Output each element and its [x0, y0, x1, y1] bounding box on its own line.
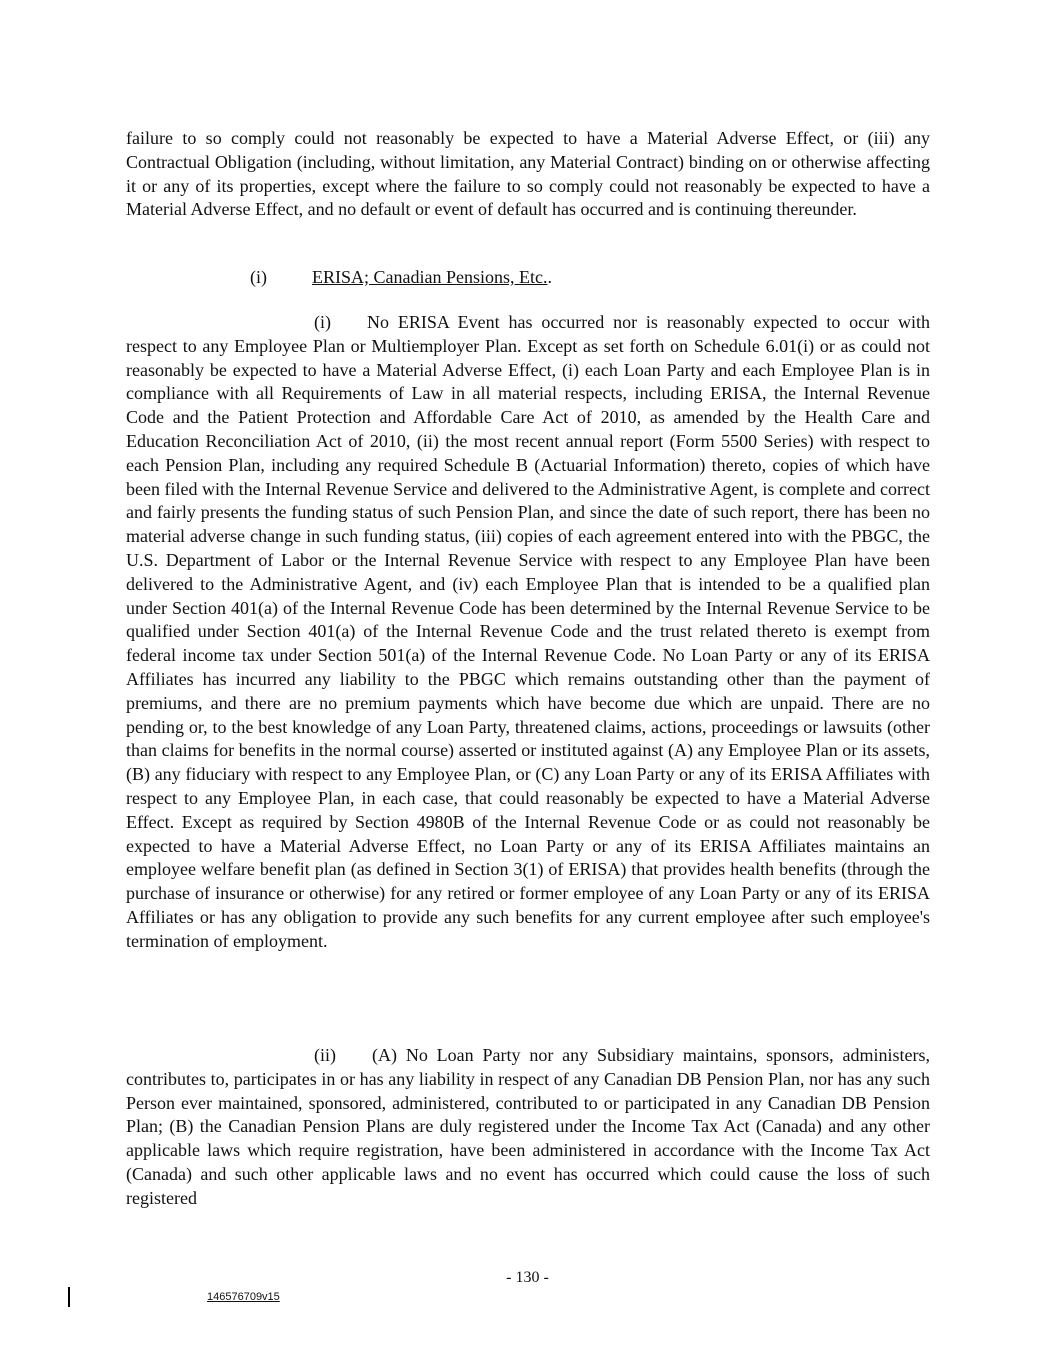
paragraph-i-text: No ERISA Event has occurred nor is reasonably expected to occur with respect to any Employee Plan or Multiemployer Plan. Except as set forth on Schedule 6.01(i) or as could not reasonably be expected to have a Material Adverse Effect, (i) each Loan Party and each Employee Plan is in compliance with all Requirements of Law in all material respects, including ERISA, the Internal Revenue Code and the Patient Protection and Affordable Care Act of 2010, as amended by the Health Care and Education Reconciliation Act of 2010, (ii) the most recent annual report (Form 5500 Series) with respect to each Pension Plan, including any required Schedule B (Actuarial Information) thereto, copies of which have been filed with the Internal Revenue Service and delivered to the Administrative Agent, is complete and correct and fairly presents the funding status of such Pension Plan, and since the date of such report, there has been no material adverse change in such funding status, (iii) copies of each agreement entered into with the PBGC, the U.S. Department of Labor or the Internal Revenue Service with respect to any Employee Plan have been delivered to the Administrative Agent, and (iv) each Employee Plan that is intended to be a qualified plan under Section 401(a) of the Internal Revenue Code has been determined by the Internal Revenue Service to be qualified under Section 401(a) of the Internal Revenue Code and the trust related thereto is exempt from federal income tax under Section 501(a) of the Internal Revenue Code. No Loan Party or any of its ERISA Affiliates has incurred any liability to the PBGC which remains outstanding other than the payment of premiums, and there are no premium payments which have become due which are unpaid. There are no pending or, to the best knowledge of any Loan Party, threatened claims, actions, proceedings or lawsuits (other than claims for benefits in the normal course) asserted or instituted against (A) any Employee Plan or its assets, (B) any fiduciary with respect to any Employee Plan, or (C) any Loan Party or any of its ERISA Affiliates with respect to any Employee Plan, in each case, that could reasonably be expected to have a Material Adverse Effect. Except as required by Section 4980B of the Internal Revenue Code or as could not reasonably be expected to have a Material Adverse Effect, no Loan Party or any of its ERISA Affiliates maintains an employee welfare benefit plan (as defined in Section 3(1) of ERISA) that provides health benefits (through the purchase of insurance or otherwise) for any retired or former employee of any Loan Party or any of its ERISA Affiliates or has any obligation to provide any such benefits for any current employee after such employee's termination of employment.	[126, 312, 930, 951]
paragraph-ii	[126, 1044, 930, 1211]
section-title: ERISA; Canadian Pensions, Etc.	[312, 267, 548, 287]
revision-bar	[68, 1287, 70, 1307]
page-number: - 130 -	[506, 1269, 549, 1286]
section-title-suffix: .	[547, 267, 552, 287]
section-heading	[250, 266, 552, 290]
paragraph-ii-number: (ii)	[314, 1045, 336, 1065]
document-id: 146576709v15	[207, 1291, 280, 1303]
paragraph-i-number: (i)	[314, 312, 331, 332]
section-number: (i)	[250, 267, 267, 287]
paragraph-i	[126, 311, 930, 954]
paragraph-ii-text: (A) No Loan Party nor any Subsidiary maintains, sponsors, administers, contributes to, participates in or has any liability in respect of any Canadian DB Pension Plan, nor has any such Person ever maintained, sponsored, administered, contributed to or participated in any Canadian DB Pension Plan; (B) the Canadian Pension Plans are duly registered under the Income Tax Act (Canada) and any other applicable laws which require registration, have been administered in accordance with the Income Tax Act (Canada) and such other applicable laws and no event has occurred which could cause the loss of such registered	[126, 1045, 930, 1208]
lead-paragraph: failure to so comply could not reasonably be expected to have a Material Adverse Effect, or (iii) any Contractual Obligation (including, without limitation, any Material Contract) binding on or otherwise affecting it or any of its properties, except where the failure to so comply could not reasonably be expected to have a Material Adverse Effect, and no default or event of default has occurred and is continuing thereunder.	[126, 128, 930, 220]
